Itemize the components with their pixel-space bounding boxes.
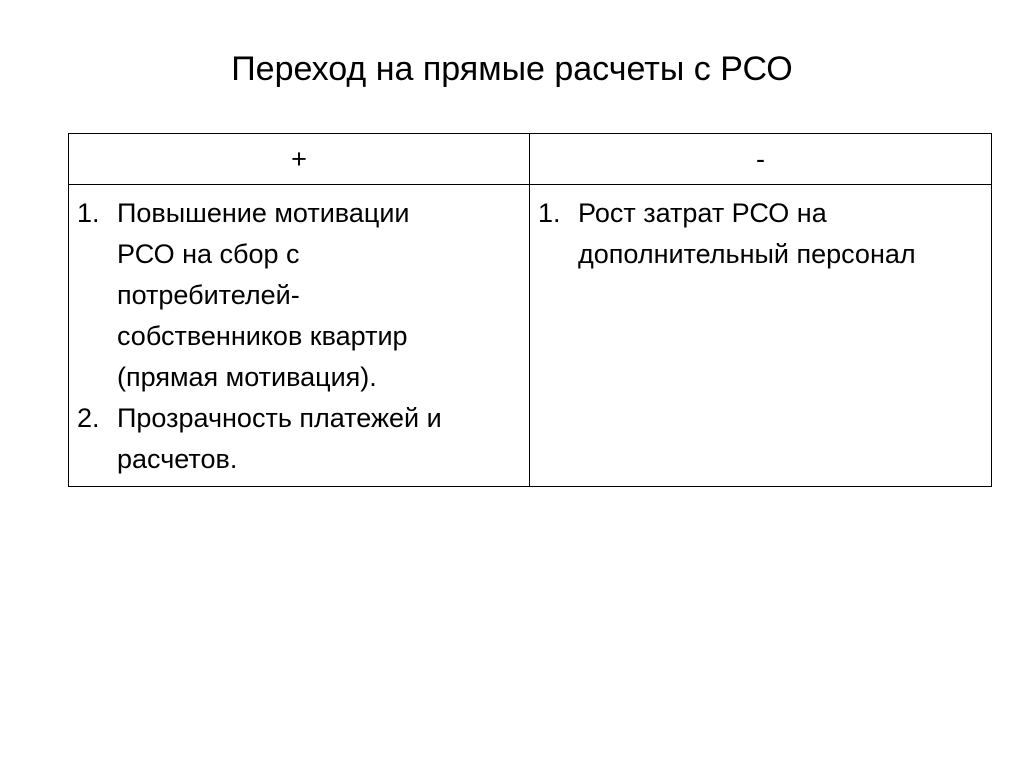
table-row [69, 185, 992, 487]
list-item [538, 193, 983, 275]
list-item [77, 193, 521, 398]
cons-header: - [530, 134, 992, 185]
list-item-text: Рост затрат РСО на дополнительный персонал [578, 198, 916, 269]
table-header-row [69, 134, 992, 185]
pros-list [77, 193, 521, 480]
slide-title: Переход на прямые расчеты с РСО [231, 50, 793, 88]
list-item-number: 1. [77, 198, 100, 228]
cons-cell [530, 185, 992, 487]
cons-list [538, 193, 983, 275]
list-item-text: Повышение мотивации РСО на сбор с потребителей- собственников квартир (прямая мотивация). [117, 198, 410, 392]
list-item-number: 1. [538, 198, 561, 228]
list-item-text: Прозрачность платежей и расчетов. [117, 403, 442, 474]
list-item [77, 398, 521, 480]
pros-header: + [69, 134, 530, 185]
pros-cons-table [68, 133, 992, 487]
list-item-number: 2. [77, 403, 100, 433]
pros-cell [69, 185, 530, 487]
